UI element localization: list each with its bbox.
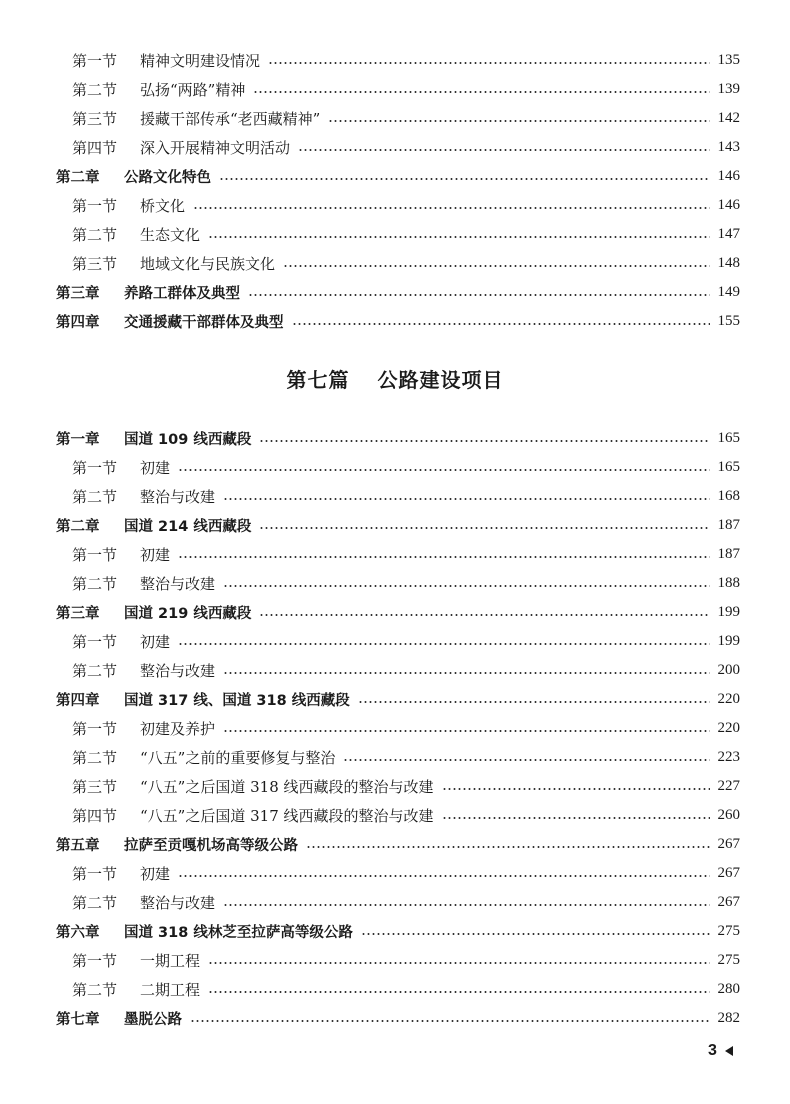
toc-entry-page: 149	[717, 284, 740, 300]
toc-entry-label: 第四节	[72, 139, 118, 157]
dot-leader	[442, 788, 710, 790]
dot-leader	[292, 323, 710, 325]
toc-section-entry[interactable]	[56, 220, 740, 249]
toc-entry-page: 147	[717, 226, 740, 242]
toc-entry-title: 养路工群体及典型	[124, 286, 240, 302]
toc-entry-label: 第三章	[56, 286, 100, 302]
toc-entry-title: 整治与改建	[140, 488, 216, 506]
dot-leader	[343, 759, 709, 761]
toc-entry-page: 267	[717, 836, 740, 852]
toc-list-part-a	[56, 46, 740, 336]
toc-section-entry[interactable]	[56, 627, 740, 656]
toc-entry-label: 第二节	[72, 226, 118, 244]
toc-entry-label: 第三节	[72, 110, 118, 128]
toc-entry-label: 第二节	[72, 81, 118, 99]
toc-section-entry[interactable]	[56, 104, 740, 133]
toc-chapter-entry[interactable]	[56, 424, 740, 453]
toc-section-entry[interactable]	[56, 75, 740, 104]
dot-leader	[178, 556, 709, 558]
toc-entry-title: 深入开展精神文明活动	[140, 139, 291, 157]
toc-entry-title: 拉萨至贡嘎机场高等级公路	[124, 838, 298, 854]
dot-leader	[361, 933, 710, 935]
dot-leader	[358, 701, 710, 703]
toc-section-entry[interactable]	[56, 946, 740, 975]
toc-entry-title: 初建	[140, 546, 171, 564]
dot-leader	[223, 904, 709, 906]
toc-entry-title: 初建	[140, 633, 171, 651]
toc-entry-label: 第三章	[56, 606, 100, 622]
toc-entry-page: 275	[717, 952, 740, 968]
toc-entry-title: 地域文化与民族文化	[140, 255, 276, 273]
toc-entry-page: 188	[717, 575, 740, 591]
dot-leader	[253, 91, 709, 93]
dot-leader	[190, 1020, 710, 1022]
toc-entry-page: 146	[717, 168, 740, 184]
toc-entry-page: 139	[717, 81, 740, 97]
toc-entry-title: 交通援藏干部群体及典型	[124, 315, 284, 331]
dot-leader	[259, 440, 709, 442]
dot-leader	[178, 469, 709, 471]
toc-entry-label: 第二节	[72, 662, 118, 680]
toc-entry-page: 220	[717, 720, 740, 736]
toc-entry-page: 282	[717, 1010, 740, 1026]
toc-entry-page: 267	[717, 894, 740, 910]
toc-section-entry[interactable]	[56, 743, 740, 772]
dot-leader	[248, 294, 710, 296]
dot-leader	[259, 614, 709, 616]
toc-entry-page: 267	[717, 865, 740, 881]
dot-leader	[298, 149, 709, 151]
toc-entry-page: 199	[717, 633, 740, 649]
toc-entry-label: 第二节	[72, 981, 118, 999]
toc-entry-page: 187	[717, 546, 740, 562]
toc-entry-title: 桥文化	[140, 197, 186, 215]
toc-entry-title: 初建	[140, 865, 171, 883]
dot-leader	[208, 236, 709, 238]
dot-leader	[328, 120, 709, 122]
toc-section-entry[interactable]	[56, 714, 740, 743]
toc-entry-label: 第三节	[72, 778, 118, 796]
toc-entry-title: 整治与改建	[140, 894, 216, 912]
toc-entry-title: “八五”之后国道 317 线西藏段的整治与改建	[140, 807, 434, 825]
toc-entry-label: 第五章	[56, 838, 100, 854]
toc-entry-page: 223	[717, 749, 740, 765]
toc-entry-page: 155	[717, 313, 740, 329]
toc-entry-page: 168	[717, 488, 740, 504]
part-name: 公路建设项目	[377, 368, 504, 392]
toc-entry-title: 一期工程	[140, 952, 201, 970]
dot-leader	[223, 585, 709, 587]
toc-entry-title: 援藏干部传承“老西藏精神”	[140, 110, 321, 128]
toc-entry-label: 第四章	[56, 315, 100, 331]
toc-section-entry[interactable]	[56, 540, 740, 569]
toc-entry-page: 199	[717, 604, 740, 620]
page-number: 3	[708, 1042, 717, 1059]
toc-entry-label: 第四章	[56, 693, 100, 709]
toc-section-entry[interactable]	[56, 191, 740, 220]
toc-entry-page: 260	[717, 807, 740, 823]
toc-chapter-entry[interactable]	[56, 162, 740, 191]
part-number: 第七篇	[286, 368, 350, 392]
toc-section-entry[interactable]	[56, 569, 740, 598]
toc-entry-label: 第二节	[72, 488, 118, 506]
toc-section-entry[interactable]	[56, 975, 740, 1004]
toc-chapter-entry[interactable]	[56, 278, 740, 307]
toc-entry-title: 公路文化特色	[124, 170, 211, 186]
toc-entry-title: 国道 219 线西藏段	[124, 606, 252, 622]
toc-entry-label: 第七章	[56, 1012, 100, 1028]
toc-section-entry[interactable]	[56, 656, 740, 685]
toc-entry-label: 第二节	[72, 575, 118, 593]
toc-entry-page: 135	[717, 52, 740, 68]
toc-section-entry[interactable]	[56, 482, 740, 511]
dot-leader	[219, 178, 710, 180]
toc-section-entry[interactable]	[56, 888, 740, 917]
toc-entry-page: 165	[717, 430, 740, 446]
toc-section-entry[interactable]	[56, 801, 740, 830]
toc-entry-label: 第一节	[72, 952, 118, 970]
toc-entry-title: 国道 109 线西藏段	[124, 432, 252, 448]
dot-leader	[178, 875, 709, 877]
toc-entry-label: 第一节	[72, 546, 118, 564]
toc-entry-title: 精神文明建设情况	[140, 52, 261, 70]
dot-leader	[268, 62, 709, 64]
toc-entry-label: 第一章	[56, 432, 100, 448]
toc-entry-label: 第一节	[72, 459, 118, 477]
toc-entry-title: 弘扬“两路”精神	[140, 81, 246, 99]
toc-section-entry[interactable]	[56, 133, 740, 162]
toc-entry-label: 第二章	[56, 170, 100, 186]
toc-list-part-b	[56, 424, 740, 1033]
toc-entry-page: 148	[717, 255, 740, 271]
toc-entry-label: 第二节	[72, 894, 118, 912]
toc-chapter-entry[interactable]	[56, 511, 740, 540]
toc-section-entry[interactable]	[56, 453, 740, 482]
toc-entry-label: 第一节	[72, 197, 118, 215]
dot-leader	[259, 527, 709, 529]
dot-leader	[178, 643, 709, 645]
toc-entry-title: 初建及养护	[140, 720, 216, 738]
toc-entry-title: 生态文化	[140, 226, 201, 244]
toc-entry-label: 第二节	[72, 749, 118, 767]
toc-entry-page: 146	[717, 197, 740, 213]
toc-entry-label: 第四节	[72, 807, 118, 825]
part-title	[0, 364, 790, 393]
dot-leader	[223, 498, 709, 500]
dot-leader	[442, 817, 710, 819]
toc-entry-title: 国道 214 线西藏段	[124, 519, 252, 535]
toc-entry-title: 整治与改建	[140, 662, 216, 680]
toc-entry-page: 275	[717, 923, 740, 939]
dot-leader	[306, 846, 710, 848]
toc-entry-page: 227	[717, 778, 740, 794]
toc-section-entry[interactable]	[56, 859, 740, 888]
toc-entry-label: 第一节	[72, 720, 118, 738]
toc-entry-title: 国道 317 线、国道 318 线西藏段	[124, 693, 350, 709]
toc-section-entry[interactable]	[56, 772, 740, 801]
toc-chapter-entry[interactable]	[56, 307, 740, 336]
dot-leader	[208, 991, 709, 993]
toc-section-entry[interactable]	[56, 46, 740, 75]
toc-entry-label: 第二章	[56, 519, 100, 535]
toc-entry-label: 第六章	[56, 925, 100, 941]
page-number-footer	[708, 1042, 733, 1060]
toc-entry-page: 143	[717, 139, 740, 155]
toc-entry-label: 第一节	[72, 52, 118, 70]
toc-entry-title: “八五”之前的重要修复与整治	[140, 749, 336, 767]
toc-entry-title: 整治与改建	[140, 575, 216, 593]
toc-section-entry[interactable]	[56, 249, 740, 278]
dot-leader	[208, 962, 709, 964]
dot-leader	[283, 265, 709, 267]
toc-entry-page: 220	[717, 691, 740, 707]
toc-chapter-entry[interactable]	[56, 685, 740, 714]
toc-entry-title: 二期工程	[140, 981, 201, 999]
toc-entry-page: 200	[717, 662, 740, 678]
left-triangle-icon	[725, 1046, 733, 1056]
dot-leader	[223, 672, 709, 674]
toc-entry-title: 墨脱公路	[124, 1012, 182, 1028]
toc-entry-label: 第三节	[72, 255, 118, 273]
toc-entry-title: “八五”之后国道 318 线西藏段的整治与改建	[140, 778, 434, 796]
dot-leader	[193, 207, 709, 209]
toc-entry-title: 国道 318 线林芝至拉萨高等级公路	[124, 925, 353, 941]
toc-entry-label: 第一节	[72, 633, 118, 651]
toc-entry-label: 第一节	[72, 865, 118, 883]
toc-entry-page: 165	[717, 459, 740, 475]
toc-entry-page: 280	[717, 981, 740, 997]
dot-leader	[223, 730, 709, 732]
toc-entry-title: 初建	[140, 459, 171, 477]
toc-chapter-entry[interactable]	[56, 1004, 740, 1033]
toc-chapter-entry[interactable]	[56, 917, 740, 946]
toc-entry-page: 142	[717, 110, 740, 126]
toc-chapter-entry[interactable]	[56, 830, 740, 859]
toc-chapter-entry[interactable]	[56, 598, 740, 627]
toc-entry-page: 187	[717, 517, 740, 533]
